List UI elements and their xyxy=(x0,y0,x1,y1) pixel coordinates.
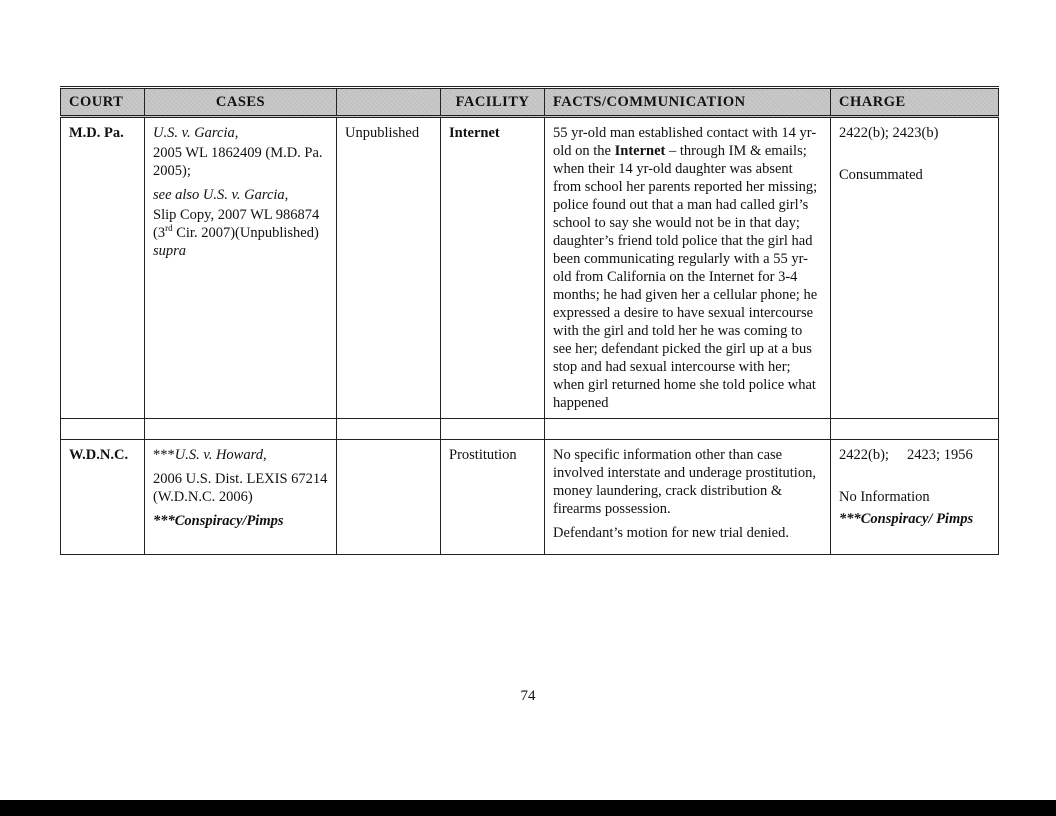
status-cell: Unpublished xyxy=(337,117,441,419)
table-row xyxy=(61,440,999,555)
case-title: U.S. v. Garcia, xyxy=(153,125,239,141)
page-number: 74 xyxy=(520,688,536,704)
facts-outcome: Defendant’s motion for new trial denied. xyxy=(553,525,789,541)
facts-text-post: – through IM & emails; when their 14 yr-old daughter was absent from school her parents reported her missing; police found out that a man had called girl’s school to say she would not be in that day; daughter’s friend told police that the girl had been communicating regularly with a 55 yr-old from California on the Internet for 3-4 months; he had given her a cellular phone; he expressed a desire to have sexual intercourse with the girl and told her he was coming to see her; defendant picked the girl up at a bus stop and had sexual intercourse with her; when girl returned home she told police what happened xyxy=(553,143,818,411)
header-blank xyxy=(337,88,441,117)
facility-cell: Prostitution xyxy=(441,440,545,555)
case-citation: 2005 WL 1862409 (M.D. Pa. 2005); xyxy=(153,145,323,179)
charge-status: Consummated xyxy=(839,167,923,183)
case-title: U.S. v. Howard, xyxy=(174,447,267,463)
header-cases: CASES xyxy=(145,88,337,117)
cases-cell xyxy=(145,117,337,419)
facts-cell xyxy=(545,440,831,555)
scan-edge-bar xyxy=(0,800,1056,816)
case-supra: supra xyxy=(153,243,187,259)
facts-text-pre: 55 yr-old man established contact with 14 yr-old on the xyxy=(553,125,817,159)
header-court: COURT xyxy=(61,88,145,117)
case-table xyxy=(60,86,999,555)
case-citation-2: Slip Copy, 2007 WL 986874 (3 xyxy=(153,207,320,241)
charge-code: 2422(b); 2423(b) xyxy=(839,125,939,141)
case-citation-2-rest: Cir. 2007)(Unpublished) xyxy=(172,225,319,241)
header-facts: FACTS/COMMUNICATION xyxy=(545,88,831,117)
cases-cell xyxy=(145,440,337,555)
case-note: ***Conspiracy/Pimps xyxy=(153,513,284,529)
facts-text: No specific information other than case involved interstate and underage prostitution, money laundering, crack distribution & firearms possession. xyxy=(553,447,816,517)
header-facility: FACILITY xyxy=(441,88,545,117)
facts-cell xyxy=(545,117,831,419)
charge-code: 2422(b); 2423; 1956 xyxy=(839,447,973,463)
header-charge: CHARGE xyxy=(831,88,999,117)
charge-cell xyxy=(831,117,999,419)
table-header-row xyxy=(61,88,999,117)
status-cell xyxy=(337,440,441,555)
court-cell: W.D.N.C. xyxy=(61,440,145,555)
charge-note: ***Conspiracy/ Pimps xyxy=(839,511,974,527)
facility-cell: Internet xyxy=(441,117,545,419)
charge-status: No Information xyxy=(839,489,930,505)
charge-cell xyxy=(831,440,999,555)
table-row xyxy=(61,117,999,419)
case-prefix: *** xyxy=(153,447,175,463)
table-spacer-row xyxy=(61,419,999,440)
ordinal-sup: rd xyxy=(165,223,173,234)
court-cell: M.D. Pa. xyxy=(61,117,145,419)
case-citation: 2006 U.S. Dist. LEXIS 67214 (W.D.N.C. 2006) xyxy=(153,471,328,505)
facts-text-bold: Internet xyxy=(614,143,666,159)
case-see-also: see also U.S. v. Garcia, xyxy=(153,187,289,203)
